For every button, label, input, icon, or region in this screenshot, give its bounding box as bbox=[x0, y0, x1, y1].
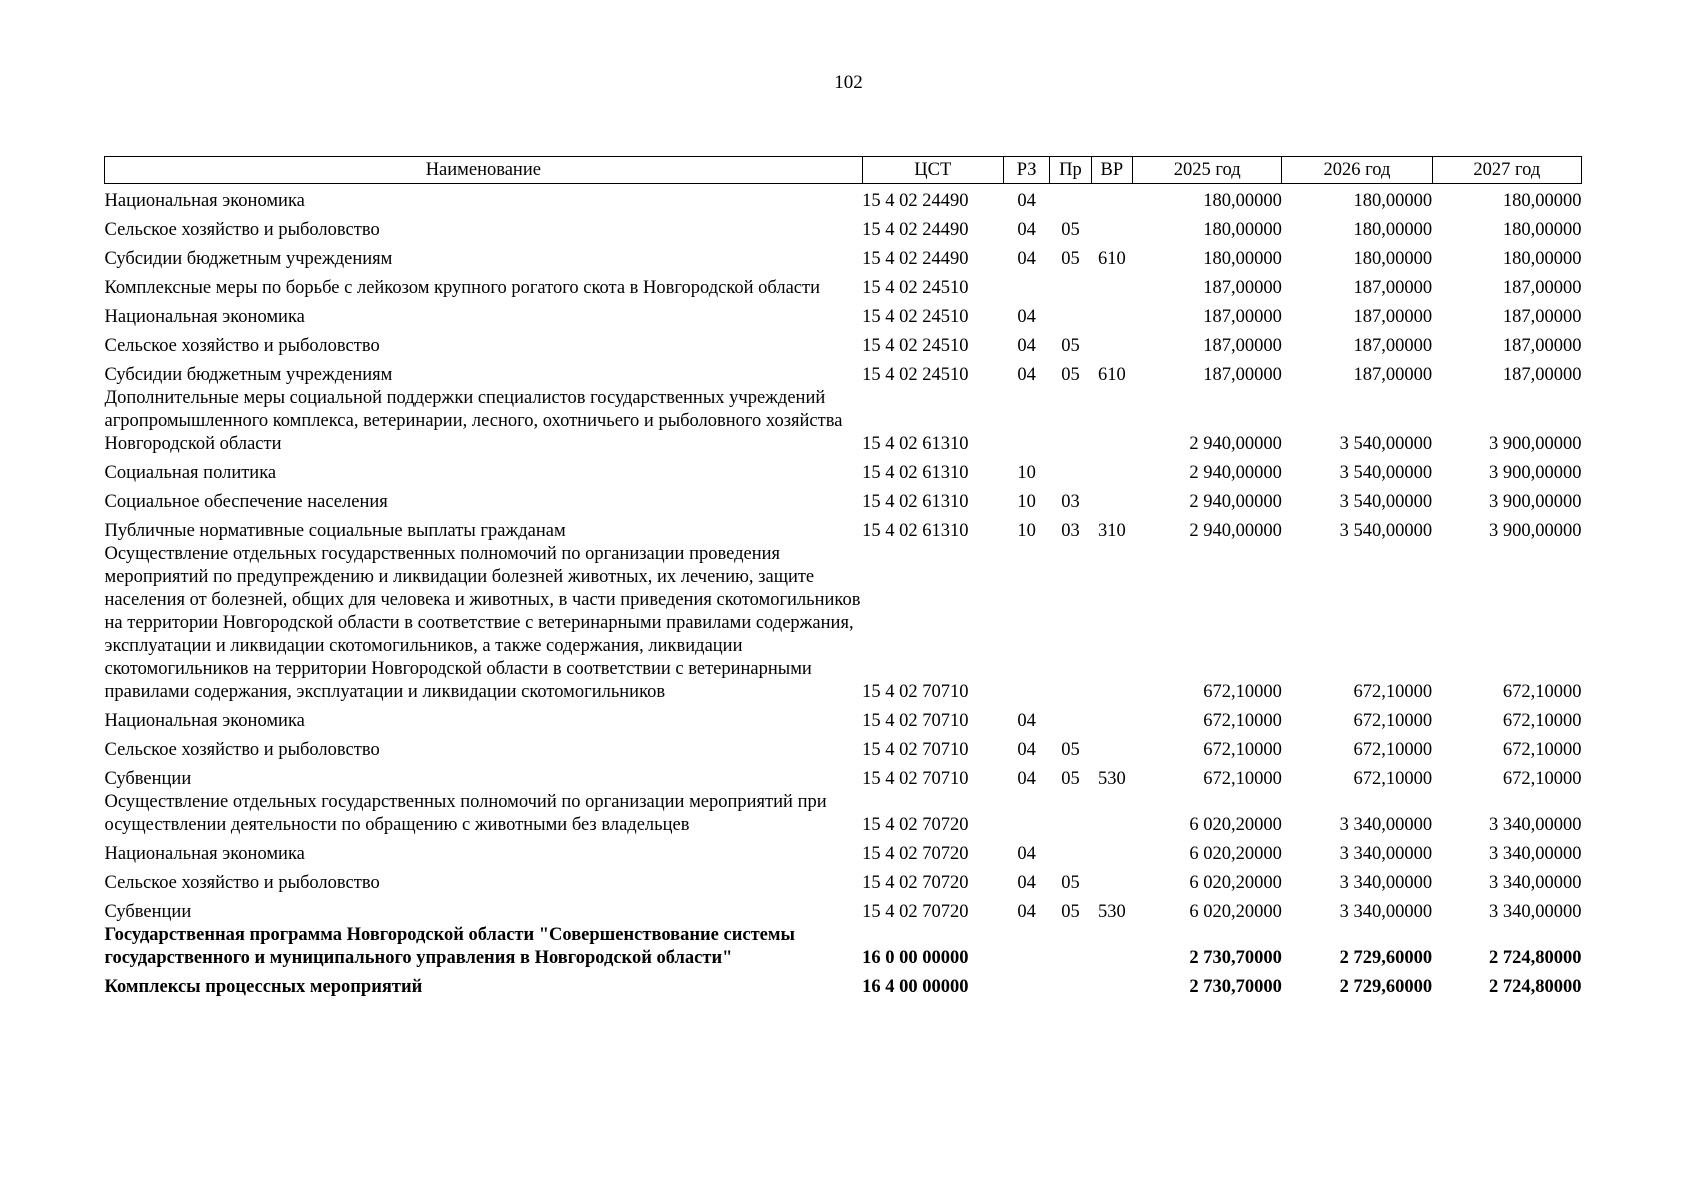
cell-pr bbox=[1050, 184, 1091, 214]
cell-name: Комплексные меры по борьбе с лейкозом крупного рогатого скота в Новгородской области bbox=[104, 278, 820, 298]
cell-2025: 672,10000 bbox=[1203, 769, 1282, 789]
cell-pr bbox=[1050, 791, 1091, 837]
cell-2026: 3 340,00000 bbox=[1339, 873, 1433, 893]
cell-name: Субсидии бюджетным учреждениям bbox=[104, 365, 393, 385]
cell-2027: 672,10000 bbox=[1502, 740, 1582, 760]
cell-rz bbox=[1003, 924, 1049, 970]
cell-2025: 6 020,20000 bbox=[1189, 873, 1282, 893]
table-row bbox=[105, 456, 1582, 485]
cell-2025: 180,00000 bbox=[1203, 220, 1282, 240]
cell-cst: 15 4 02 70710 bbox=[862, 769, 969, 789]
cell-name: Дополнительные меры социальной поддержки специалистов государственных учреждений агропромышленного комплекса, ветеринарии, лесного, охотничьего и рыболовного хозяйства Новгородской области bbox=[104, 388, 843, 454]
table-row bbox=[105, 300, 1582, 329]
cell-rz: 10 bbox=[1017, 521, 1036, 541]
cell-rz: 04 bbox=[1017, 711, 1036, 731]
header-pr: Пр bbox=[1050, 157, 1091, 184]
cell-rz: 04 bbox=[1017, 365, 1036, 385]
table-row bbox=[105, 866, 1582, 895]
cell-cst: 15 4 02 61310 bbox=[862, 521, 969, 541]
cell-rz bbox=[1003, 970, 1049, 999]
cell-2026: 180,00000 bbox=[1353, 249, 1433, 269]
budget-table bbox=[104, 156, 1582, 999]
cell-cst: 15 4 02 61310 bbox=[862, 492, 969, 512]
cell-name: Социальная политика bbox=[104, 463, 277, 483]
cell-name: Сельское хозяйство и рыболовство bbox=[104, 336, 380, 356]
cell-pr bbox=[1050, 271, 1091, 300]
cell-name: Национальная экономика bbox=[104, 307, 305, 327]
table-row bbox=[105, 704, 1582, 733]
cell-pr: 05 bbox=[1061, 769, 1080, 789]
cell-name: Сельское хозяйство и рыболовство bbox=[104, 220, 380, 240]
cell-2027: 180,00000 bbox=[1502, 220, 1582, 240]
cell-pr: 05 bbox=[1061, 249, 1080, 269]
cell-rz: 10 bbox=[1017, 463, 1036, 483]
cell-pr: 05 bbox=[1061, 220, 1080, 240]
cell-pr: 05 bbox=[1061, 873, 1080, 893]
cell-2026: 3 340,00000 bbox=[1339, 902, 1433, 922]
cell-vr bbox=[1091, 924, 1132, 970]
cell-2025: 6 020,20000 bbox=[1189, 902, 1282, 922]
cell-cst: 15 4 02 70710 bbox=[862, 740, 969, 760]
cell-vr bbox=[1091, 300, 1132, 329]
cell-name: Государственная программа Новгородской области "Совершенствование системы государственного и муниципального управления в Новгородской области" bbox=[104, 925, 795, 968]
cell-rz bbox=[1003, 543, 1049, 704]
table-row bbox=[105, 970, 1582, 999]
cell-name: Национальная экономика bbox=[104, 711, 305, 731]
cell-2027: 3 340,00000 bbox=[1489, 815, 1582, 835]
table-row bbox=[105, 184, 1582, 214]
header-cst: ЦСТ bbox=[862, 157, 1003, 184]
cell-2027: 3 900,00000 bbox=[1489, 463, 1582, 483]
cell-name: Сельское хозяйство и рыболовство bbox=[104, 873, 380, 893]
cell-2025: 672,10000 bbox=[1203, 711, 1282, 731]
cell-rz: 04 bbox=[1017, 307, 1036, 327]
cell-vr bbox=[1091, 791, 1132, 837]
cell-cst: 15 4 02 70720 bbox=[862, 815, 969, 835]
cell-pr bbox=[1050, 456, 1091, 485]
cell-pr bbox=[1050, 970, 1091, 999]
cell-cst: 15 4 02 24510 bbox=[862, 365, 969, 385]
cell-pr: 03 bbox=[1061, 492, 1080, 512]
cell-vr bbox=[1091, 456, 1132, 485]
cell-rz: 04 bbox=[1017, 769, 1036, 789]
cell-2025: 2 940,00000 bbox=[1189, 463, 1282, 483]
table-row bbox=[105, 837, 1582, 866]
table-row bbox=[105, 791, 1582, 837]
cell-rz: 04 bbox=[1017, 902, 1036, 922]
cell-vr bbox=[1091, 704, 1132, 733]
cell-2025: 6 020,20000 bbox=[1189, 844, 1282, 864]
cell-2026: 187,00000 bbox=[1353, 278, 1433, 298]
cell-2025: 2 730,70000 bbox=[1189, 977, 1282, 997]
cell-2026: 672,10000 bbox=[1353, 711, 1433, 731]
cell-2027: 3 340,00000 bbox=[1489, 873, 1582, 893]
cell-2026: 187,00000 bbox=[1353, 365, 1433, 385]
cell-vr bbox=[1091, 970, 1132, 999]
table-row bbox=[105, 213, 1582, 242]
cell-name: Комплексы процессных мероприятий bbox=[104, 977, 423, 997]
cell-2026: 180,00000 bbox=[1353, 220, 1433, 240]
cell-rz: 04 bbox=[1017, 844, 1036, 864]
cell-2025: 672,10000 bbox=[1203, 682, 1282, 702]
cell-vr: 310 bbox=[1097, 521, 1126, 541]
table-row bbox=[105, 485, 1582, 514]
cell-2025: 187,00000 bbox=[1203, 307, 1282, 327]
cell-2025: 187,00000 bbox=[1203, 278, 1282, 298]
cell-rz: 04 bbox=[1017, 336, 1036, 356]
cell-cst: 15 4 02 70720 bbox=[862, 902, 969, 922]
cell-2026: 3 340,00000 bbox=[1339, 844, 1433, 864]
cell-2025: 180,00000 bbox=[1203, 249, 1282, 269]
cell-pr bbox=[1050, 837, 1091, 866]
cell-2026: 3 540,00000 bbox=[1339, 492, 1433, 512]
table-row bbox=[105, 242, 1582, 271]
cell-2026: 187,00000 bbox=[1353, 307, 1433, 327]
cell-name: Субсидии бюджетным учреждениям bbox=[104, 249, 393, 269]
cell-2026: 2 729,60000 bbox=[1339, 948, 1433, 968]
cell-2027: 3 340,00000 bbox=[1489, 844, 1582, 864]
cell-rz bbox=[1003, 271, 1049, 300]
cell-2027: 187,00000 bbox=[1502, 365, 1582, 385]
cell-cst: 15 4 02 24510 bbox=[862, 278, 969, 298]
cell-2027: 3 900,00000 bbox=[1489, 492, 1582, 512]
cell-vr bbox=[1091, 213, 1132, 242]
cell-cst: 15 4 02 61310 bbox=[862, 463, 969, 483]
cell-2026: 180,00000 bbox=[1353, 191, 1433, 211]
cell-vr bbox=[1091, 837, 1132, 866]
cell-vr bbox=[1091, 733, 1132, 762]
cell-cst: 15 4 02 24490 bbox=[862, 220, 969, 240]
cell-2027: 187,00000 bbox=[1502, 278, 1582, 298]
cell-2026: 187,00000 bbox=[1353, 336, 1433, 356]
cell-name: Осуществление отдельных государственных полномочий по организации мероприятий при осуществлении деятельности по обращению с животными без владельцев bbox=[104, 792, 827, 835]
header-name: Наименование bbox=[105, 157, 863, 184]
cell-2027: 2 724,80000 bbox=[1489, 977, 1582, 997]
cell-pr bbox=[1050, 300, 1091, 329]
cell-2026: 672,10000 bbox=[1353, 769, 1433, 789]
cell-vr bbox=[1091, 485, 1132, 514]
cell-rz: 04 bbox=[1017, 191, 1036, 211]
cell-pr bbox=[1050, 543, 1091, 704]
cell-name: Осуществление отдельных государственных полномочий по организации проведения мероприятий по предупреждению и ликвидации болезней животных, их лечению, защите населения от болезней, общих для человека и животных, в части приведения скотомогильников на территории Новгородской области в соответствие с ветеринарными правилами содержания, эксплуатации и ликвидации скотомогильников, а также содержания, ликвидации скотомогильников на территории Новгородской области в соответствии с ветеринарными правилами содержания, эксплуатации и ликвидации скотомогильников bbox=[104, 544, 861, 702]
table-row bbox=[105, 733, 1582, 762]
cell-2027: 2 724,80000 bbox=[1489, 948, 1582, 968]
table-row bbox=[105, 387, 1582, 456]
cell-cst: 15 4 02 24510 bbox=[862, 336, 969, 356]
table-row bbox=[105, 329, 1582, 358]
header-2027: 2027 год bbox=[1432, 157, 1581, 184]
table-body bbox=[105, 184, 1582, 1000]
cell-2025: 187,00000 bbox=[1203, 365, 1282, 385]
cell-2026: 2 729,60000 bbox=[1339, 977, 1433, 997]
cell-2027: 187,00000 bbox=[1502, 307, 1582, 327]
cell-name: Социальное обеспечение населения bbox=[104, 492, 388, 512]
cell-pr: 05 bbox=[1061, 740, 1080, 760]
cell-rz bbox=[1003, 387, 1049, 456]
cell-cst: 15 4 02 70720 bbox=[862, 844, 969, 864]
cell-name: Национальная экономика bbox=[104, 844, 305, 864]
table-header-row bbox=[105, 157, 1582, 184]
cell-vr: 610 bbox=[1097, 365, 1126, 385]
cell-2026: 672,10000 bbox=[1353, 740, 1433, 760]
cell-vr: 530 bbox=[1097, 902, 1126, 922]
cell-cst: 16 4 00 00000 bbox=[862, 977, 969, 997]
table-row bbox=[105, 514, 1582, 543]
table-row bbox=[105, 762, 1582, 791]
cell-pr bbox=[1050, 704, 1091, 733]
cell-pr: 05 bbox=[1061, 902, 1080, 922]
cell-vr bbox=[1091, 387, 1132, 456]
cell-2025: 6 020,20000 bbox=[1189, 815, 1282, 835]
header-rz: РЗ bbox=[1003, 157, 1049, 184]
cell-name: Субвенции bbox=[104, 769, 192, 789]
cell-vr bbox=[1091, 866, 1132, 895]
cell-2026: 3 540,00000 bbox=[1339, 463, 1433, 483]
cell-vr bbox=[1091, 329, 1132, 358]
cell-pr bbox=[1050, 924, 1091, 970]
cell-vr: 530 bbox=[1097, 769, 1126, 789]
cell-rz: 04 bbox=[1017, 740, 1036, 760]
cell-cst: 15 4 02 70710 bbox=[862, 682, 969, 702]
cell-2027: 180,00000 bbox=[1502, 249, 1582, 269]
cell-2027: 187,00000 bbox=[1502, 336, 1582, 356]
cell-2025: 2 940,00000 bbox=[1189, 434, 1282, 454]
header-2026: 2026 год bbox=[1282, 157, 1432, 184]
cell-cst: 15 4 02 70710 bbox=[862, 711, 969, 731]
cell-2025: 2 940,00000 bbox=[1189, 521, 1282, 541]
cell-vr bbox=[1091, 271, 1132, 300]
cell-cst: 15 4 02 24510 bbox=[862, 307, 969, 327]
cell-pr: 05 bbox=[1061, 365, 1080, 385]
cell-2026: 672,10000 bbox=[1353, 682, 1433, 702]
cell-rz: 10 bbox=[1017, 492, 1036, 512]
cell-cst: 15 4 02 70720 bbox=[862, 873, 969, 893]
cell-2027: 180,00000 bbox=[1502, 191, 1582, 211]
cell-2025: 2 730,70000 bbox=[1189, 948, 1282, 968]
cell-2027: 3 340,00000 bbox=[1489, 902, 1582, 922]
cell-name: Сельское хозяйство и рыболовство bbox=[104, 740, 380, 760]
cell-2027: 3 900,00000 bbox=[1489, 434, 1582, 454]
cell-vr bbox=[1091, 184, 1132, 214]
cell-2027: 672,10000 bbox=[1502, 711, 1582, 731]
cell-vr bbox=[1091, 543, 1132, 704]
cell-cst: 15 4 02 24490 bbox=[862, 191, 969, 211]
cell-name: Публичные нормативные социальные выплаты гражданам bbox=[104, 521, 566, 541]
table-row bbox=[105, 924, 1582, 970]
cell-vr: 610 bbox=[1097, 249, 1126, 269]
cell-name: Национальная экономика bbox=[104, 191, 305, 211]
cell-2026: 3 340,00000 bbox=[1339, 815, 1433, 835]
cell-rz: 04 bbox=[1017, 873, 1036, 893]
cell-cst: 15 4 02 24490 bbox=[862, 249, 969, 269]
cell-2027: 3 900,00000 bbox=[1489, 521, 1582, 541]
cell-rz: 04 bbox=[1017, 220, 1036, 240]
table-row bbox=[105, 271, 1582, 300]
header-vr: ВР bbox=[1091, 157, 1132, 184]
cell-2025: 187,00000 bbox=[1203, 336, 1282, 356]
cell-2027: 672,10000 bbox=[1502, 682, 1582, 702]
cell-cst: 15 4 02 61310 bbox=[862, 434, 969, 454]
cell-2027: 672,10000 bbox=[1502, 769, 1582, 789]
cell-2026: 3 540,00000 bbox=[1339, 434, 1433, 454]
header-2025: 2025 год bbox=[1133, 157, 1282, 184]
cell-pr: 03 bbox=[1061, 521, 1080, 541]
cell-2025: 2 940,00000 bbox=[1189, 492, 1282, 512]
table-row bbox=[105, 895, 1582, 924]
cell-2025: 672,10000 bbox=[1203, 740, 1282, 760]
page-number: 102 bbox=[834, 72, 863, 93]
table-row bbox=[105, 358, 1582, 387]
cell-pr: 05 bbox=[1061, 336, 1080, 356]
cell-name: Субвенции bbox=[104, 902, 192, 922]
cell-2026: 3 540,00000 bbox=[1339, 521, 1433, 541]
cell-cst: 16 0 00 00000 bbox=[862, 948, 969, 968]
table-row bbox=[105, 543, 1582, 704]
cell-rz bbox=[1003, 791, 1049, 837]
cell-2025: 180,00000 bbox=[1203, 191, 1282, 211]
cell-rz: 04 bbox=[1017, 249, 1036, 269]
cell-pr bbox=[1050, 387, 1091, 456]
